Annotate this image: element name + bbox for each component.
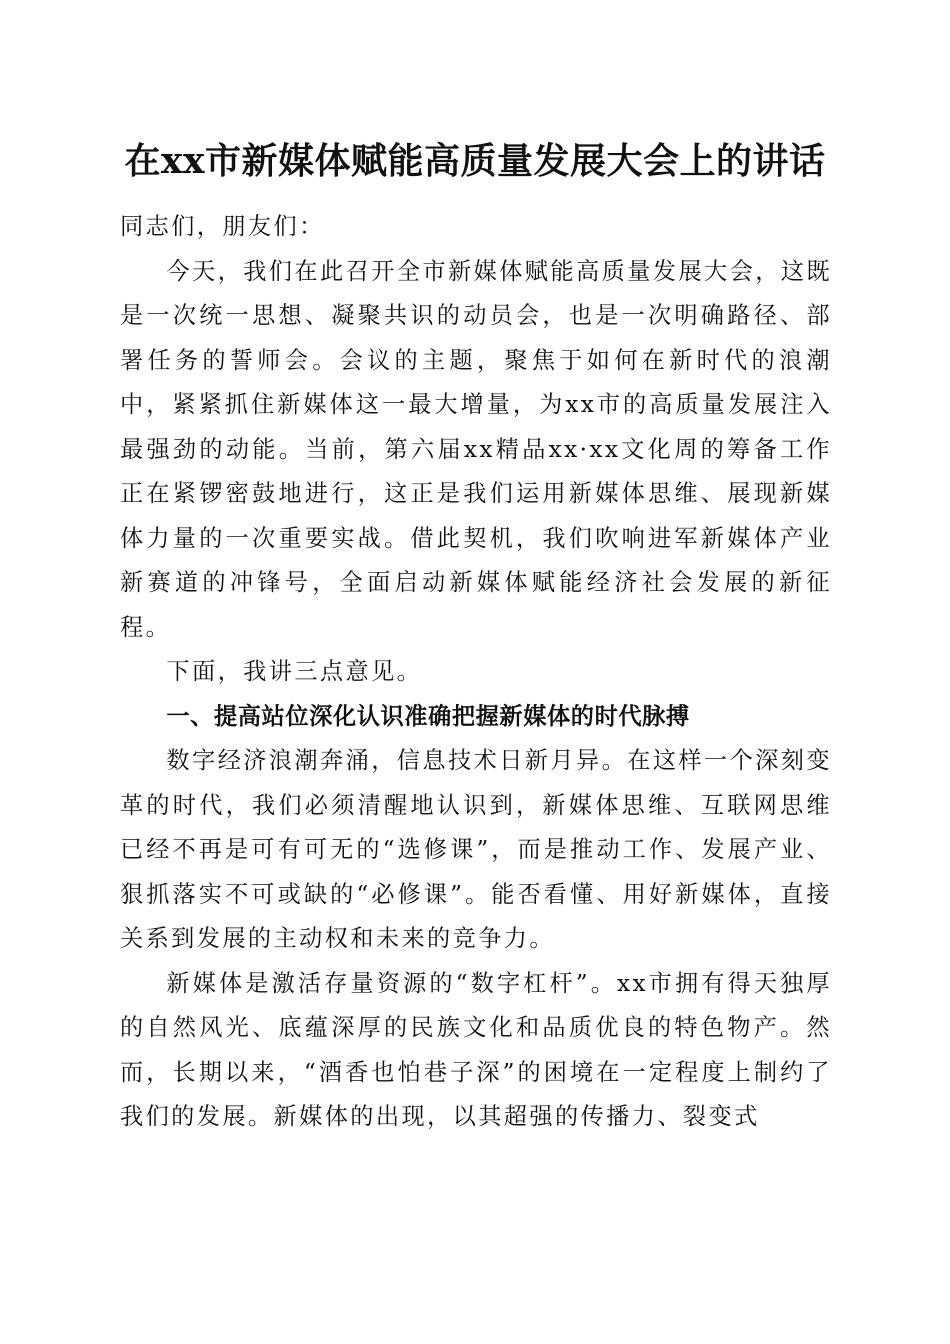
document-title: 在xx市新媒体赋能高质量发展大会上的讲话	[124, 140, 826, 182]
section-paragraph: 新媒体是激活存量资源的“数字杠杆”。xx市拥有得天独厚的自然风光、底蕴深厚的民族文化和品质优良的特色物产。然而，长期以来，“酒香也怕巷子深”的困境在一定程度上制约了我们的发展。新媒体的出现，以其超强的传播力、裂变式	[120, 969, 832, 1130]
outline-paragraph: 下面，我讲三点意见。	[166, 658, 423, 685]
document-body	[120, 205, 832, 1140]
greeting: 同志们，朋友们：	[120, 213, 325, 240]
section-heading: 一、提高站位深化认识准确把握新媒体的时代脉搏	[166, 702, 690, 730]
section-paragraph: 数字经济浪潮奔涌，信息技术日新月异。在这样一个深刻变革的时代，我们必须清醒地认识到，新媒体思维、互联网思维已经不再是可有可无的“选修课”，而是推动工作、发展产业、狠抓落实不可或缺的“必修课”。能否看懂、用好新媒体，直接关系到发展的主动权和未来的竞争力。	[120, 747, 832, 952]
intro-paragraph: 今天，我们在此召开全市新媒体赋能高质量发展大会，这既是一次统一思想、凝聚共识的动员会，也是一次明确路径、部署任务的誓师会。会议的主题，聚焦于如何在新时代的浪潮中，紧紧抓住新媒体这一最大增量，为xx市的高质量发展注入最强劲的动能。当前，第六届xx精品xx·xx文化周的筹备工作正在紧锣密鼓地进行，这正是我们运用新媒体思维、展现新媒体力量的一次重要实战。借此契机，我们吹响进军新媒体产业新赛道的冲锋号，全面启动新媒体赋能经济社会发展的新征程。	[120, 257, 832, 641]
